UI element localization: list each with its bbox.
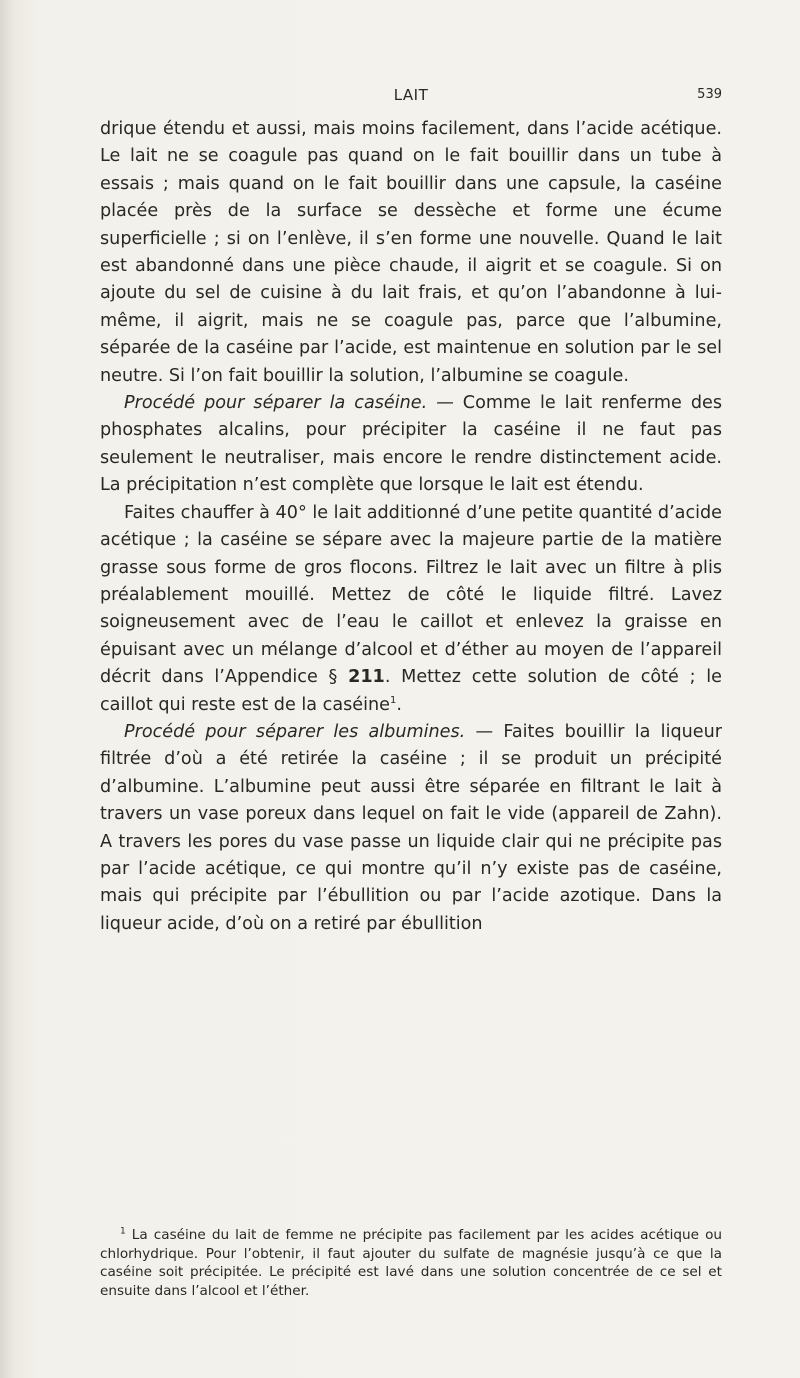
paragraph-continuation: drique étendu et aussi, mais moins facilement, dans l’acide acétique. Le lait ne se coagule pas quand on le fait bouillir dans un tube à essais ; mais quand on le fait bouillir dans une capsule, la caséine placée près de la surface se dessèche et forme une écume superficielle ; si on l’enlève, il s’en forme une nouvelle. Quand le lait est abandonné dans une pièce chaude, il aigrit et se coagule. Si on ajoute du sel de cuisine à du lait frais, et qu’on l’abandonne à lui-même, il aigrit, mais ne se coagule pas, parce que l’albumine, séparée de la caséine par l’acide, est maintenue en solution par le sel neutre. Si l’on fait bouillir la solution, l’albumine se coagule. (100, 119, 722, 386)
footnote (100, 1226, 722, 1300)
body-text (100, 116, 722, 938)
procedure-text-a: Faites chauffer à 40° le lait additionné d’une petite quantité d’acide acétique ; la caséine se sépare avec la majeure partie de la matière grasse sous forme de gros flocons. Filtrez le lait avec un filtre à plis préalablement mouillé. Mettez de côté le liquide filtré. Lavez soigneusement avec de l’eau le caillot et enlevez la graisse en épuisant avec un mélange d’alcool et d’éther au moyen de l’appareil décrit dans l’Appendice § (100, 502, 722, 688)
page-header (100, 86, 722, 108)
paragraph-albumin-text: — Faites bouillir la liqueur filtrée d’où a été retirée la caséine ; il se produit un précipité d’albumine. L’albumine peut aussi être séparée en filtrant le lait à travers un vase poreux dans lequel on fait le vide (appareil de Zahn). A travers les pores du vase passe un liquide clair qui ne précipite pas par l’acide acétique, ce qui montre qu’il n’y existe pas de caséine, mais qui précipite par l’ébullition ou par l’acide azotique. Dans la liqueur acide, d’où on a retiré par ébullition (100, 721, 722, 934)
paragraph-casein-procedure (100, 500, 722, 719)
section-title-albumin: Procédé pour séparer les albumines. (124, 721, 466, 742)
procedure-text-b: . Mettez cette solution de côté ; le caillot qui reste est de la caséine (100, 667, 722, 715)
section-title-casein: Procédé pour séparer la caséine. (124, 393, 428, 414)
footnote-number: 1 (120, 1226, 126, 1237)
paragraph-casein-text: — Comme le lait renferme des phosphates alcalins, pour précipiter la caséine il ne faut pas seulement le neutraliser, mais encore le rendre distinctement acide. La précipitation n’est complète que lorsque le lait est étendu. (100, 393, 722, 496)
footnote-text: La caséine du lait de femme ne précipite pas facilement par les acides acétique ou chlorhydrique. Pour l’obtenir, il faut ajouter du sulfate de magnésie jusqu’à ce que la caséine soit précipitée. Le précipité est lavé dans une solution concentrée de ce sel et ensuite dans l’alcool et l’éther. (100, 1227, 722, 1299)
footnote-marker: 1 (389, 694, 397, 706)
paragraph-casein-method (100, 390, 722, 500)
procedure-text-c: . (396, 694, 402, 715)
page-number: 539 (697, 87, 722, 102)
appendix-reference: 211 (348, 667, 385, 688)
running-title: LAIT (393, 86, 429, 104)
paragraph-albumin-method (100, 719, 722, 938)
